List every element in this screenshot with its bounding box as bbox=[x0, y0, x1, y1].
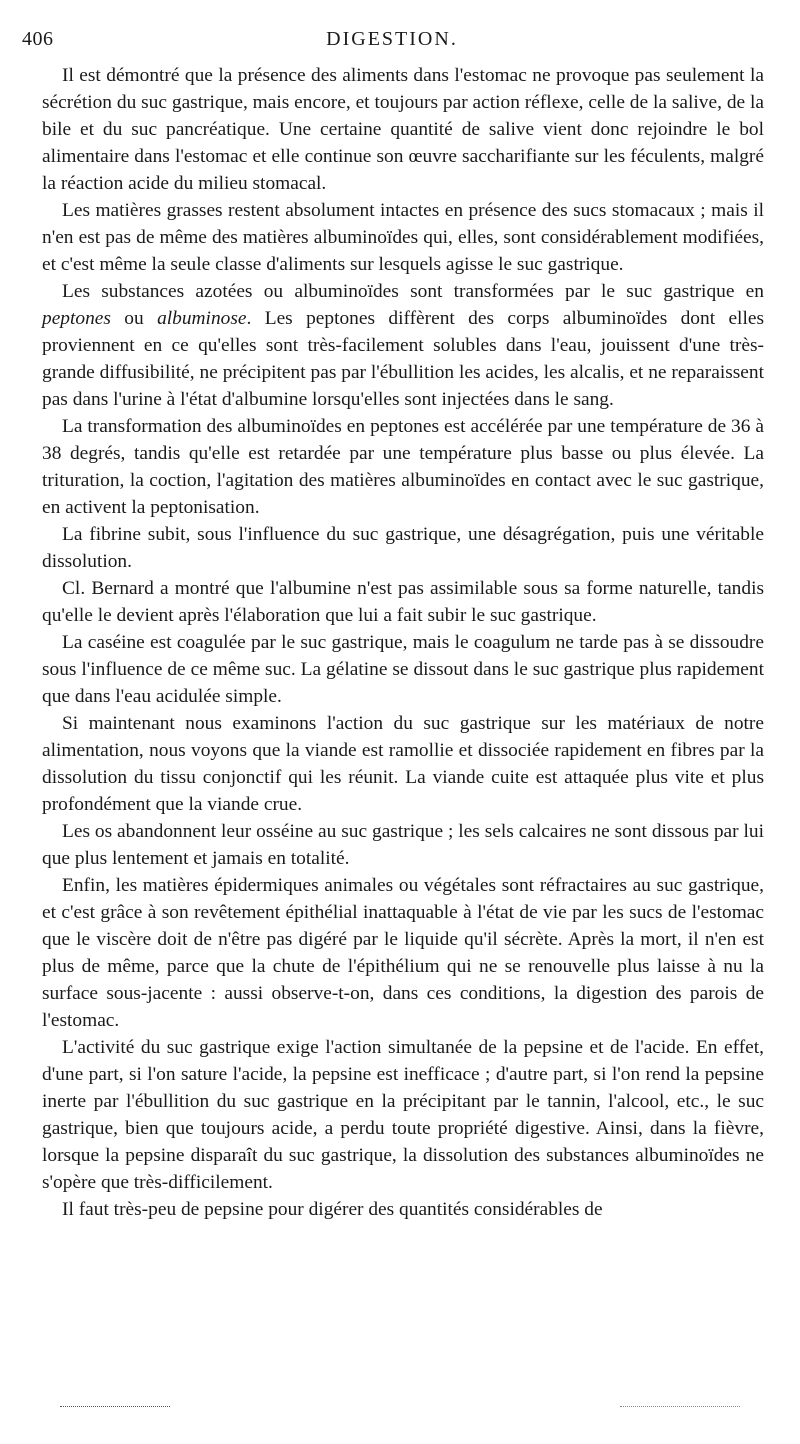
paragraph: L'activité du suc gastrique exige l'action simultanée de la pepsine et de l'acide. En effet, d'une part, si l'on sature l'acide, la pepsine est inefficace ; d'autre part, si l'on rend la pepsine inerte par l'ébullition du suc gastrique en la précipitant par le tannin, l'alcool, etc., le suc gastrique, bien que toujours acide, a perdu toute propriété digestive. Ainsi, dans la fièvre, lorsque la pepsine disparaît du suc gastrique, la dissolution des substances albuminoïdes ne s'opère que très-difficilement. bbox=[42, 1037, 764, 1193]
paragraph bbox=[42, 278, 764, 413]
page-header bbox=[22, 28, 762, 60]
term-peptones: peptones bbox=[42, 308, 111, 329]
paragraph: Enfin, les matières épidermiques animales ou végétales sont réfractaires au suc gastrique, et c'est grâce à son revêtement épithélial inattaquable à l'état de vie par les sucs de l'estomac que le viscère doit de n'être pas digéré par le liquide qu'il sécrète. Après la mort, il n'en est plus de même, parce que la chute de l'épithélium qui ne se renouvelle plus laisse à nu la surface sous-jacente : aussi observe-t-on, dans ces conditions, la digestion des parois de l'estomac. bbox=[42, 875, 764, 1031]
page-number: 406 bbox=[22, 28, 54, 50]
paragraph-text: Les substances azotées ou albuminoïdes sont transformées par le suc gastrique en bbox=[62, 281, 764, 302]
page-footer-marks bbox=[60, 1406, 760, 1416]
footer-dotted-rule bbox=[60, 1406, 170, 1407]
paragraph: Si maintenant nous examinons l'action du suc gastrique sur les matériaux de notre alimentation, nous voyons que la viande est ramollie et dissociée rapidement en fibres par la dissolution du tissu conjonctif qui les réunit. La viande cuite est attaquée plus vite et plus profondément que la viande crue. bbox=[42, 713, 764, 815]
body-text bbox=[42, 62, 764, 1223]
paragraph: Il est démontré que la présence des aliments dans l'estomac ne provoque pas seulement la sécrétion du suc gastrique, mais encore, et toujours par action réflexe, celle de la salive, de la bile et du suc pancréatique. Une certaine quantité de salive vient donc rejoindre le bol alimentaire dans l'estomac et elle continue son œuvre saccharifiante sur les féculents, malgré la réaction acide du milieu stomacal. bbox=[42, 65, 764, 194]
running-head: DIGESTION. bbox=[326, 28, 458, 50]
paragraph-text: . Les peptones diffèrent des corps albuminoïdes dont elles proviennent en ce qu'elles sont très-facilement solubles dans l'eau, jouissent d'une très-grande diffusibilité, ne précipitent pas par l'ébullition les acides, les alcalis, et ne reparaissent pas dans l'urine à l'état d'albumine lorsqu'elles sont injectées dans le sang. bbox=[42, 308, 764, 410]
paragraph: Les matières grasses restent absolument intactes en présence des sucs stomacaux ; mais il n'en est pas de même des matières albuminoïdes qui, elles, sont considérablement modifiées, et c'est même la seule classe d'aliments sur lesquels agisse le suc gastrique. bbox=[42, 200, 764, 275]
paragraph: Cl. Bernard a montré que l'albumine n'est pas assimilable sous sa forme naturelle, tandis qu'elle le devient après l'élaboration que lui a fait subir le suc gastrique. bbox=[42, 578, 764, 626]
paragraph: La fibrine subit, sous l'influence du suc gastrique, une désagrégation, puis une véritable dissolution. bbox=[42, 524, 764, 572]
term-albuminose: albuminose bbox=[157, 308, 247, 329]
paragraph-text: ou bbox=[110, 308, 158, 329]
paragraph: Il faut très-peu de pepsine pour digérer des quantités considérables de bbox=[62, 1199, 603, 1220]
paragraph: La transformation des albuminoïdes en peptones est accélérée par une température de 36 à 38 degrés, tandis qu'elle est retardée par une température plus basse ou plus élevée. La trituration, la coction, l'agitation des matières albuminoïdes en contact avec le suc gastrique, en activent la peptonisation. bbox=[42, 416, 764, 518]
paragraph: La caséine est coagulée par le suc gastrique, mais le coagulum ne tarde pas à se dissoudre sous l'influence de ce même suc. La gélatine se dissout dans le suc gastrique plus rapidement que dans l'eau acidulée simple. bbox=[42, 632, 764, 707]
paragraph: Les os abandonnent leur osséine au suc gastrique ; les sels calcaires ne sont dissous par lui que plus lentement et jamais en totalité. bbox=[42, 821, 764, 869]
footer-dotted-rule bbox=[620, 1406, 740, 1407]
